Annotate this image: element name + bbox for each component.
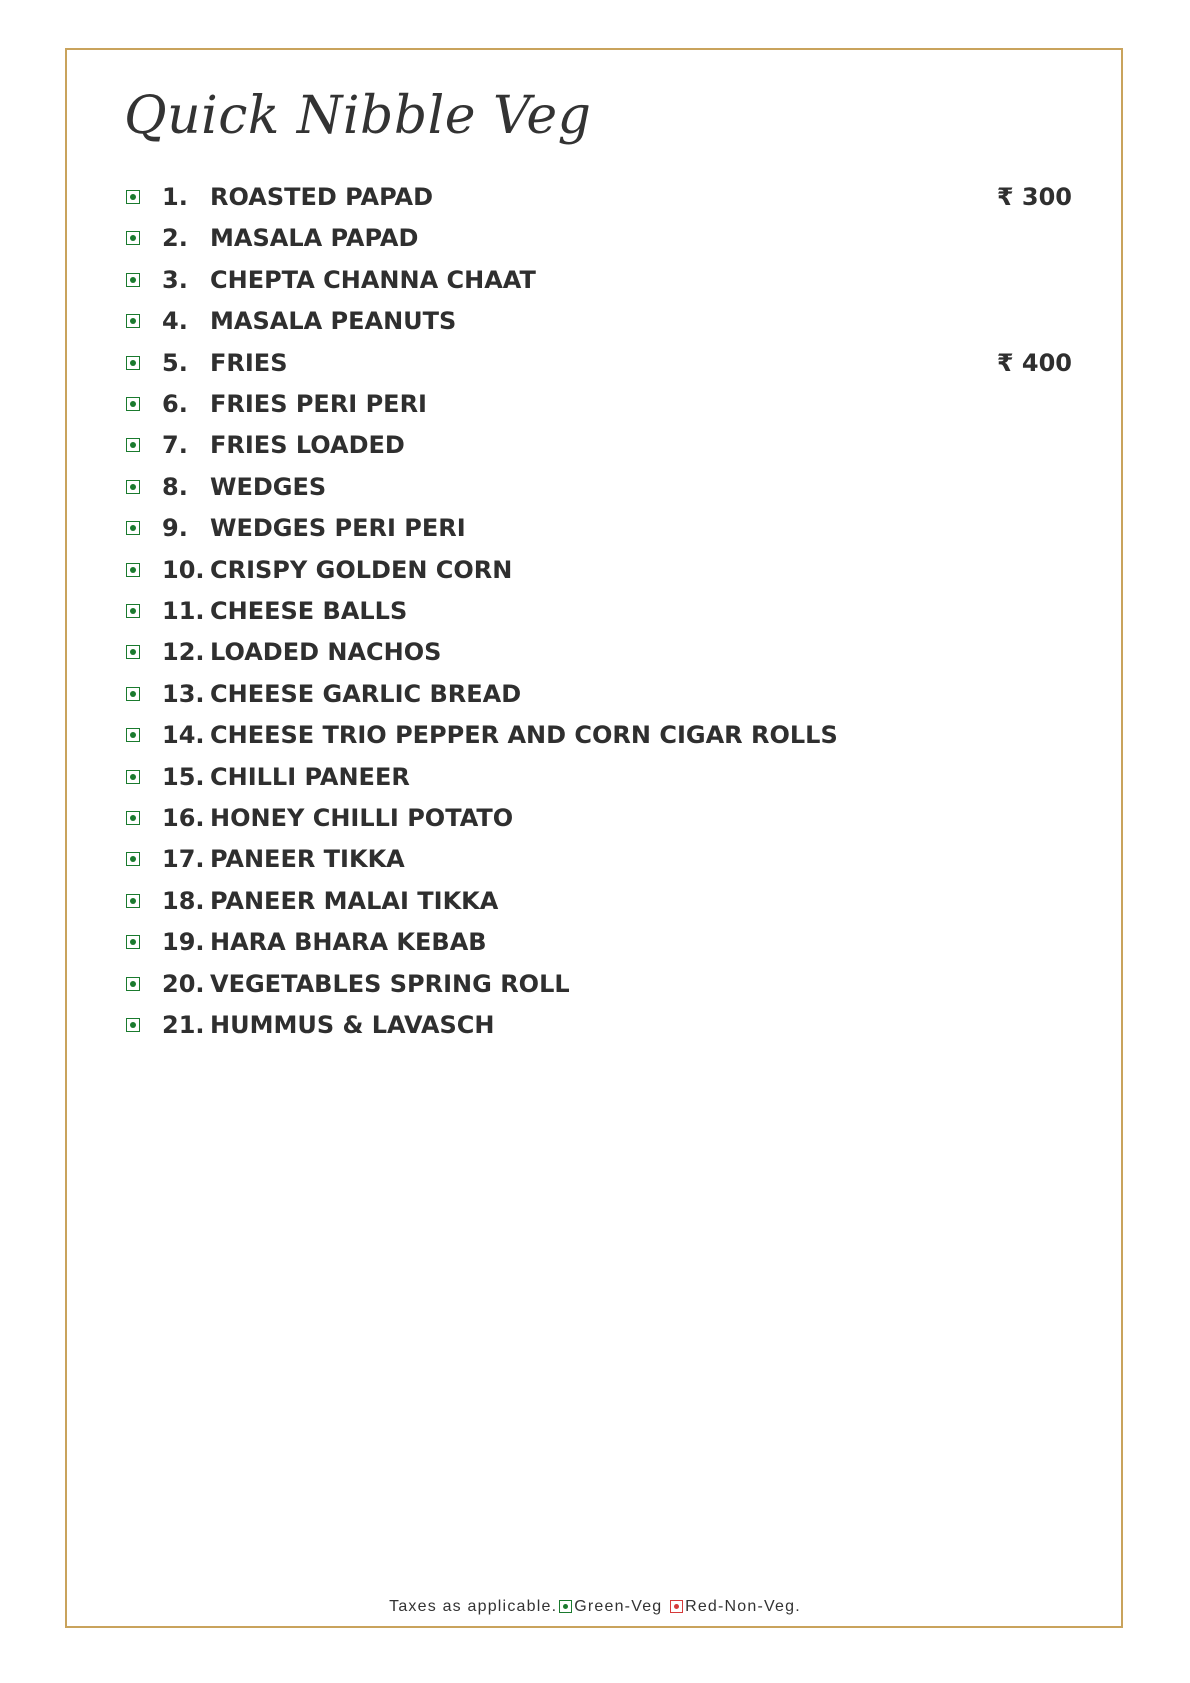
menu-item <box>126 218 1072 258</box>
veg-symbol-icon <box>559 1600 572 1613</box>
menu-item <box>126 550 1072 590</box>
menu-item <box>126 798 1072 838</box>
menu-item <box>126 301 1072 341</box>
menu-item-number: 12. <box>162 638 205 667</box>
menu-item-name: LOADED NACHOS <box>210 638 442 667</box>
menu-item-name: PANEER MALAI TIKKA <box>210 886 499 915</box>
veg-symbol-icon <box>126 314 140 328</box>
menu-item <box>126 467 1072 507</box>
veg-symbol-icon <box>126 397 140 411</box>
veg-symbol-icon <box>126 521 140 535</box>
menu-item-number: 1. <box>162 183 188 211</box>
veg-symbol-icon <box>126 1018 140 1032</box>
menu-item-name: PANEER TIKKA <box>210 845 405 874</box>
menu-item-number: 20. <box>162 969 205 998</box>
menu-item <box>126 425 1072 465</box>
menu-item-number: 7. <box>162 431 188 460</box>
menu-item <box>126 384 1072 424</box>
menu-item-name: HUMMUS & LAVASCH <box>210 1011 495 1039</box>
menu-item-number: 10. <box>162 555 205 584</box>
menu-item-name: FRIES PERI PERI <box>210 390 427 418</box>
menu-item <box>126 591 1072 631</box>
menu-item-number: 19. <box>162 928 205 957</box>
veg-symbol-icon <box>126 604 140 618</box>
menu-item-name: CHEESE GARLIC BREAD <box>210 679 522 708</box>
veg-symbol-icon <box>126 645 140 659</box>
menu-item-name: CHEPTA CHANNA CHAAT <box>210 265 536 294</box>
veg-symbol-icon <box>126 977 140 991</box>
menu-item-name: HARA BHARA KEBAB <box>210 928 487 957</box>
menu-item-name: CHEESE BALLS <box>210 597 408 625</box>
veg-symbol-icon <box>126 687 140 701</box>
veg-symbol-icon <box>126 563 140 577</box>
menu-item-number: 17. <box>162 845 205 874</box>
menu-item-number: 13. <box>162 679 205 708</box>
menu-item-number: 5. <box>162 348 188 377</box>
menu-item <box>126 839 1072 879</box>
veg-symbol-icon <box>126 231 140 245</box>
menu-item-name: FRIES LOADED <box>210 431 405 460</box>
menu-item-number: 16. <box>162 804 205 832</box>
menu-item-name: CRISPY GOLDEN CORN <box>210 555 513 584</box>
menu-item-name: HONEY CHILLI POTATO <box>210 804 514 832</box>
veg-symbol-icon <box>126 894 140 908</box>
page-title: Quick Nibble Veg <box>124 86 592 146</box>
menu-item-name: ROASTED PAPAD <box>210 183 433 211</box>
menu-item <box>126 715 1072 755</box>
menu-item <box>126 964 1072 1004</box>
menu-item-number: 3. <box>162 265 188 294</box>
menu-item-number: 18. <box>162 886 205 915</box>
veg-legend-label: Green-Veg <box>574 1598 663 1615</box>
menu-item-name: MASALA PAPAD <box>210 224 419 253</box>
menu-item <box>126 177 1072 217</box>
nonveg-legend-label: Red-Non-Veg. <box>685 1598 801 1615</box>
menu-item-number: 4. <box>162 307 188 336</box>
menu-item <box>126 1005 1072 1045</box>
menu-item-name: FRIES <box>210 348 288 377</box>
veg-symbol-icon <box>126 356 140 370</box>
menu-item <box>126 632 1072 672</box>
menu-item-name: MASALA PEANUTS <box>210 307 457 336</box>
menu-item-price: ₹ 400 <box>996 348 1072 377</box>
menu-item-number: 15. <box>162 762 205 791</box>
veg-symbol-icon <box>126 935 140 949</box>
footer-note <box>0 1598 1190 1616</box>
menu-item-name: CHILLI PANEER <box>210 762 410 791</box>
menu-item <box>126 881 1072 921</box>
veg-symbol-icon <box>126 190 140 204</box>
menu-item <box>126 260 1072 300</box>
taxes-note: Taxes as applicable. <box>389 1598 558 1615</box>
menu-item-number: 2. <box>162 224 188 253</box>
menu-item-name: WEDGES PERI PERI <box>210 514 466 543</box>
veg-symbol-icon <box>126 480 140 494</box>
menu-item <box>126 508 1072 548</box>
menu-item-number: 14. <box>162 721 205 750</box>
menu-item-number: 9. <box>162 514 188 543</box>
menu-item-name: VEGETABLES SPRING ROLL <box>210 969 570 998</box>
veg-symbol-icon <box>126 728 140 742</box>
menu-item-number: 8. <box>162 472 188 501</box>
menu-item <box>126 674 1072 714</box>
veg-symbol-icon <box>126 770 140 784</box>
menu-item <box>126 922 1072 962</box>
veg-symbol-icon <box>126 811 140 825</box>
menu-item <box>126 757 1072 797</box>
menu-item-number: 11. <box>162 597 205 625</box>
veg-symbol-icon <box>126 273 140 287</box>
menu-item-price: ₹ 300 <box>996 183 1072 211</box>
menu-item-name: WEDGES <box>210 472 327 501</box>
menu-item-number: 21. <box>162 1011 205 1039</box>
menu-item-number: 6. <box>162 390 188 418</box>
nonveg-symbol-icon <box>670 1600 683 1613</box>
menu-item <box>126 343 1072 383</box>
menu-item-name: CHEESE TRIO PEPPER AND CORN CIGAR ROLLS <box>210 721 838 750</box>
veg-symbol-icon <box>126 852 140 866</box>
veg-symbol-icon <box>126 438 140 452</box>
